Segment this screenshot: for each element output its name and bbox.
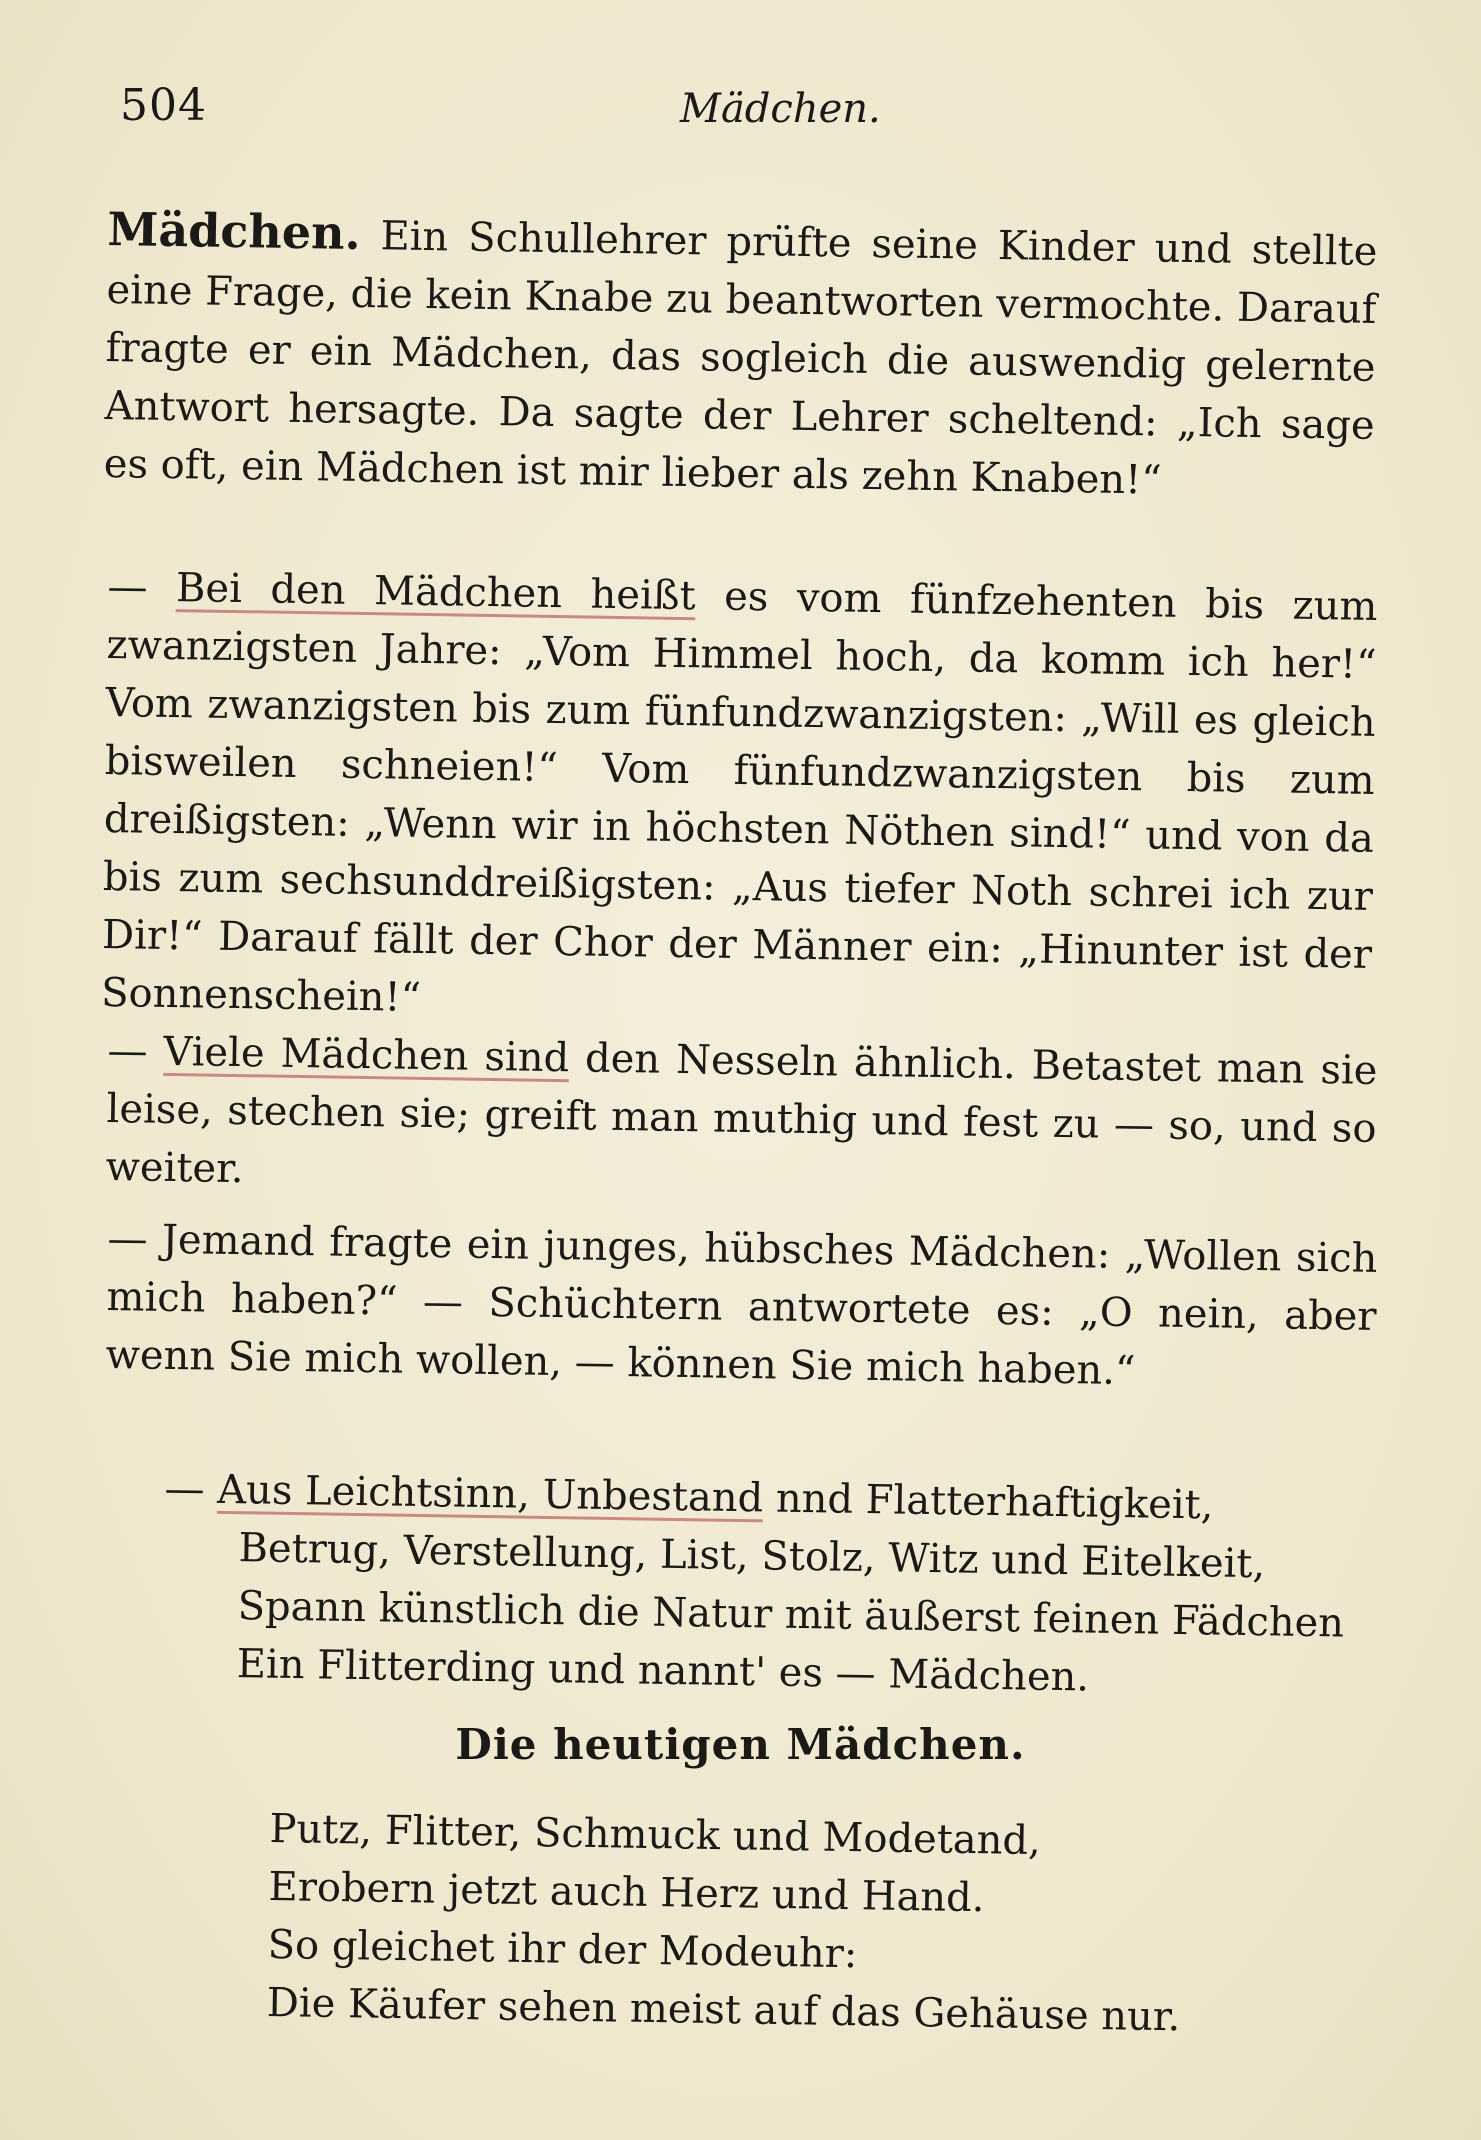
paragraph-3-underlined: Viele Mädchen sind	[163, 1028, 570, 1082]
page-header	[120, 80, 1361, 140]
paragraph-2-text: es vom fünfzehenten bis zum zwanzigsten Jahre: „Vom Himmel hoch, da komm ich her!“ Vom zwanzigsten bis zum fünfundzwanzigsten: „Will es gleich bisweilen schneien!“ Vom fünfundzwanzigsten bis zum dreißigsten: „Wenn wir in höchsten Nöthen sind!“ und von da bis zum sechsunddreißigsten: „Aus tiefer Noth schrei ich zur Dir!“ Darauf fällt der Chor der Männer ein: „Hinunter ist der Sonnenschein!“	[100, 573, 1378, 1021]
poem-line-1: Putz, Flitter, Schmuck und Modetand,	[269, 1805, 1042, 1865]
verse-stanza-1	[161, 1460, 1364, 1711]
paragraph-4	[105, 1210, 1378, 1404]
paragraph-1	[103, 200, 1377, 513]
poem-line-4: Die Käufer sehen meist auf das Gehäuse nur.	[266, 1979, 1181, 2041]
paragraph-2-underlined: Bei den Mädchen heißt	[175, 565, 696, 620]
poem-title: Die heutigen Mädchen.	[455, 1720, 1026, 1769]
verse-1-dash: —	[164, 1465, 218, 1513]
verse-1-line-4: Ein Flitterding und nannt' es — Mädchen.	[236, 1641, 1090, 1701]
verse-1-line-2: Betrug, Verstellung, List, Stolz, Witz und Eitelkeit,	[238, 1525, 1266, 1588]
paragraph-4-text: — Jemand fragte ein junges, hübsches Mädchen: „Wollen sich mich haben?“ — Schüchtern antwortete es: „O nein, aber wenn Sie mich wollen, — können Sie mich haben.“	[105, 1215, 1378, 1395]
poem-line-2: Erobern jetzt auch Herz und Hand.	[268, 1863, 985, 1922]
entry-headword: Mädchen.	[107, 201, 362, 260]
running-title: Mädchen.	[680, 86, 881, 132]
paragraph-2-dash: —	[107, 563, 177, 612]
verse-1-line-3: Spann künstlich die Natur mit äußerst feinen Fädchen	[237, 1583, 1345, 1647]
paragraph-3	[105, 1022, 1378, 1216]
verse-1-line-1-rest: nnd Flatterhaftigkeit,	[762, 1475, 1214, 1529]
page-number: 504	[120, 80, 207, 131]
poem-stanza	[266, 1800, 1469, 2051]
poem-line-3: So gleichet ihr der Modeuhr:	[267, 1921, 858, 1978]
paragraph-3-text: den Nesseln ähnlich. Betastet man sie leise, stechen sie; greift man muthig und fest zu — so, und so weiter.	[105, 1035, 1378, 1193]
paragraph-1-text: Ein Schullehrer prüfte seine Kinder und stellte eine Frage, die kein Knabe zu beantworten vermochte. Darauf fragte er ein Mädchen, das sogleich die auswendig gelernte Antwort hersagte. Da sagte der Lehrer scheltend: „Ich sage es oft, ein Mädchen ist mir lieber als zehn Knaben!“	[103, 212, 1378, 504]
paragraph-3-dash: —	[107, 1027, 164, 1075]
verse-1-underlined: Aus Leichtsinn, Unbestand	[216, 1466, 764, 1522]
paragraph-2	[101, 558, 1378, 1042]
